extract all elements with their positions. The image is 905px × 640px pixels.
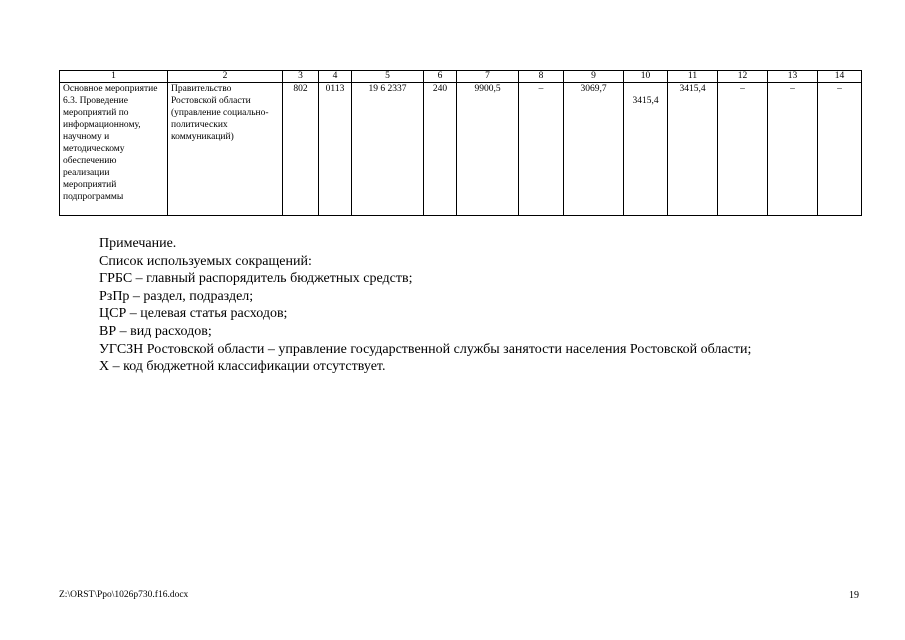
column-header: 7 xyxy=(457,71,519,83)
column-header: 5 xyxy=(352,71,424,83)
col14-cell xyxy=(818,83,862,216)
col11-cell xyxy=(668,83,718,216)
col13-value: – xyxy=(790,84,795,94)
abbreviation-item: РзПр – раздел, подраздел; xyxy=(99,288,254,304)
col9-cell xyxy=(564,83,624,216)
abbreviation-item: УГСЗН Ростовской области – управление государственной службы занятости населения Ростовской области; xyxy=(99,341,752,357)
col13-cell xyxy=(768,83,818,216)
col14-value: – xyxy=(837,84,842,94)
executor-cell: Правительство Ростовской области (управление социально-политических коммуникаций) xyxy=(168,83,283,216)
csr-value: 19 6 2337 xyxy=(368,84,407,94)
vr-value: 240 xyxy=(432,84,448,94)
abbreviation-item: ВР – вид расходов; xyxy=(99,323,212,339)
table-row xyxy=(60,83,862,216)
column-header: 1 xyxy=(60,71,168,83)
budget-table xyxy=(59,70,862,216)
grbs-value: 802 xyxy=(293,84,308,94)
grbs-cell xyxy=(283,83,319,216)
col8-value: – xyxy=(538,84,544,94)
rzpr-cell xyxy=(319,83,352,216)
column-header: 14 xyxy=(818,71,862,83)
column-header: 13 xyxy=(768,71,818,83)
column-header: 9 xyxy=(564,71,624,83)
column-header: 12 xyxy=(718,71,768,83)
column-header: 6 xyxy=(424,71,457,83)
notes-section xyxy=(99,235,859,376)
rzpr-value: 0113 xyxy=(325,84,345,94)
col10-value: 3415,4 xyxy=(632,96,659,106)
activity-cell: Основное мероприятие 6.3. Проведение мероприятий по информационному, научному и методическому обеспечению реализации мероприятий подпрограммы xyxy=(60,83,168,216)
header-row xyxy=(60,71,862,83)
column-header: 10 xyxy=(624,71,668,83)
footer-file-path: Z:\ORST\Ppo\1026p730.f16.docx xyxy=(59,590,189,600)
abbreviation-item: Х – код бюджетной классификации отсутствует. xyxy=(99,359,386,375)
col12-cell xyxy=(718,83,768,216)
total-value: 9900,5 xyxy=(474,84,501,94)
column-header: 2 xyxy=(168,71,283,83)
col9-value: 3069,7 xyxy=(580,84,607,94)
column-header: 4 xyxy=(319,71,352,83)
abbreviation-item: ГРБС – главный распорядитель бюджетных средств; xyxy=(99,271,413,287)
notes-title: Примечание. xyxy=(99,236,177,251)
col10-cell xyxy=(624,83,668,216)
column-header: 11 xyxy=(668,71,718,83)
vr-cell xyxy=(424,83,457,216)
abbreviation-item: ЦСР – целевая статья расходов; xyxy=(99,306,288,322)
csr-cell xyxy=(352,83,424,216)
total-cell xyxy=(457,83,519,216)
col8-cell xyxy=(519,83,564,216)
column-header: 3 xyxy=(283,71,319,83)
col11-value: 3415,4 xyxy=(679,84,706,94)
col12-value: – xyxy=(740,84,745,94)
notes-intro: Список используемых сокращений: xyxy=(99,253,312,269)
page-number: 19 xyxy=(849,590,859,601)
column-header: 8 xyxy=(519,71,564,83)
